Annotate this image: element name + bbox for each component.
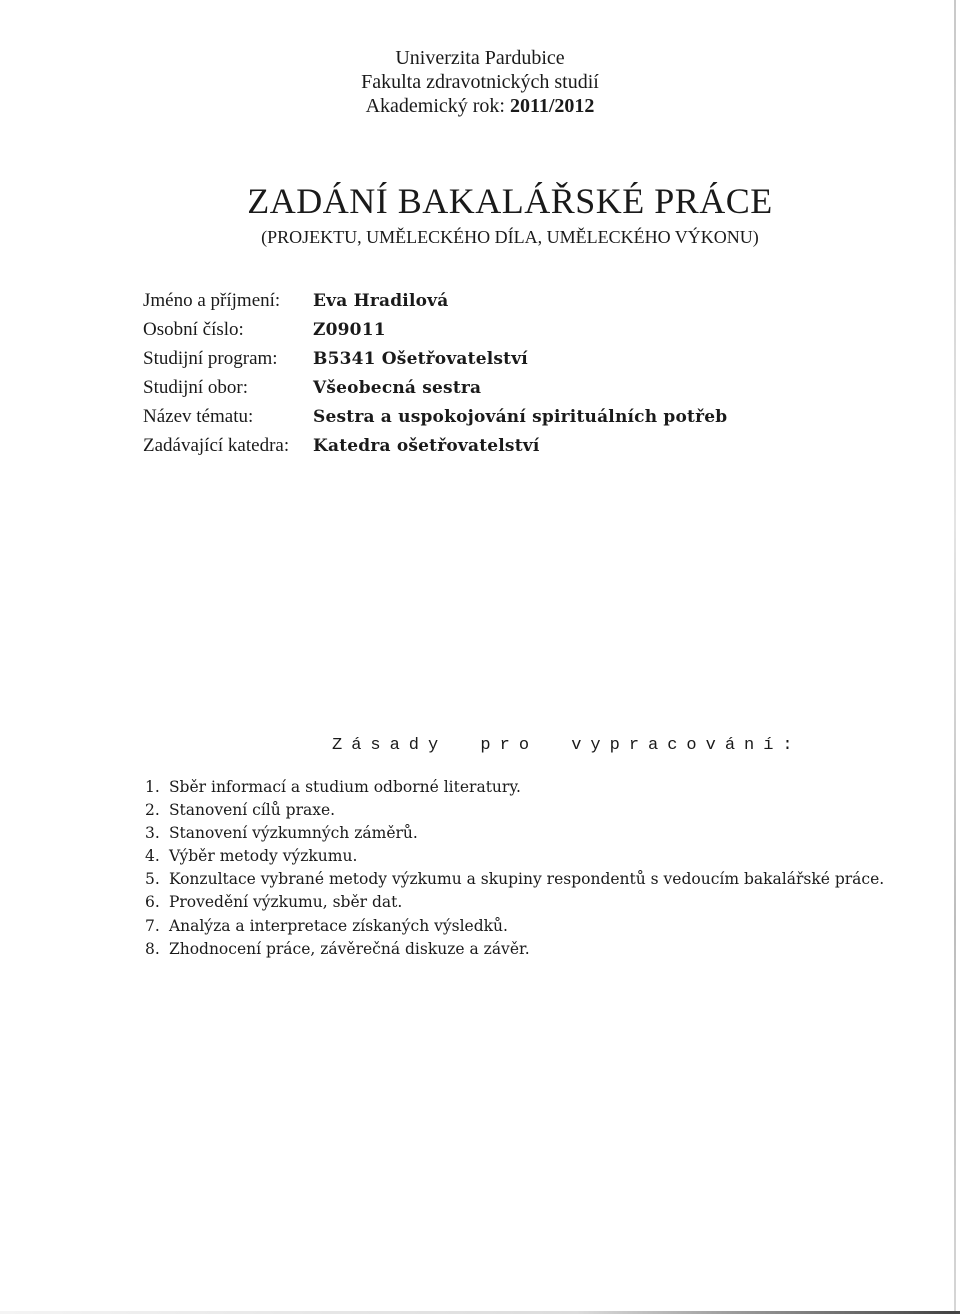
item-text: Provedění výzkumu, sběr dat. — [168, 893, 403, 912]
item-text: Konzultace vybrané metody výzkumu a skupiny respondentů s vedoucím bakalářské práce. — [168, 870, 885, 889]
field-value: Sestra a uspokojování spirituálních potřeb — [313, 407, 728, 427]
academic-year — [0, 94, 960, 118]
item-text: Analýza a interpretace získaných výsledků. — [168, 916, 508, 935]
document-subtitle: (PROJEKTU, UMĚLECKÉHO DÍLA, UMĚLECKÉHO VÝKONU) — [261, 227, 759, 247]
field-label: Zadávající katedra: — [143, 435, 290, 456]
list-item — [145, 915, 884, 938]
field-row-personal-number — [143, 319, 727, 348]
field-label: Studijní obor: — [143, 377, 249, 398]
item-number: 4. — [145, 847, 160, 866]
item-text: Stanovení výzkumných záměrů. — [168, 824, 418, 843]
field-label: Osobní číslo: — [143, 319, 244, 340]
field-value: Eva Hradilová — [313, 291, 449, 311]
list-item — [145, 868, 884, 891]
document-title: ZADÁNÍ BAKALÁŘSKÉ PRÁCE — [247, 181, 773, 221]
university-name: Univerzita Pardubice — [395, 47, 565, 69]
item-number: 3. — [145, 824, 160, 843]
guidelines-list — [145, 776, 884, 961]
academic-year-value: 2011/2012 — [509, 95, 595, 117]
field-value: Všeobecná sestra — [313, 378, 482, 398]
list-item — [145, 822, 884, 845]
guidelines-heading: Zásady pro vypracování: — [332, 736, 802, 755]
field-row-department — [143, 435, 727, 464]
item-text: Stanovení cílů praxe. — [168, 801, 336, 820]
field-row-name — [143, 290, 727, 319]
item-text: Zhodnocení práce, závěrečná diskuze a závěr. — [168, 939, 530, 958]
field-label: Studijní program: — [143, 348, 278, 369]
list-item — [145, 845, 884, 868]
item-number: 7. — [145, 916, 160, 935]
list-item — [145, 799, 884, 822]
title-block — [0, 180, 960, 250]
field-value: Katedra ošetřovatelství — [313, 436, 540, 456]
academic-year-label: Akademický rok: — [365, 95, 505, 117]
field-label: Název tématu: — [143, 406, 254, 427]
list-item — [145, 776, 884, 799]
field-row-topic — [143, 406, 727, 435]
item-number: 8. — [145, 939, 160, 958]
faculty-name: Fakulta zdravotnických studií — [361, 71, 599, 93]
list-item — [145, 938, 884, 961]
student-info — [143, 290, 727, 464]
field-value: Z09011 — [313, 320, 386, 340]
item-text: Výběr metody výzkumu. — [168, 847, 358, 866]
field-value: B5341 Ošetřovatelství — [313, 349, 528, 369]
item-number: 6. — [145, 893, 160, 912]
item-number: 2. — [145, 801, 160, 820]
item-number: 5. — [145, 870, 160, 889]
field-label: Jméno a příjmení: — [143, 290, 281, 311]
item-text: Sběr informací a studium odborné literatury. — [168, 778, 521, 796]
document-header — [0, 46, 960, 118]
list-item — [145, 891, 884, 914]
field-row-study-field — [143, 377, 727, 406]
item-number: 1. — [145, 778, 160, 796]
field-row-study-program — [143, 348, 727, 377]
